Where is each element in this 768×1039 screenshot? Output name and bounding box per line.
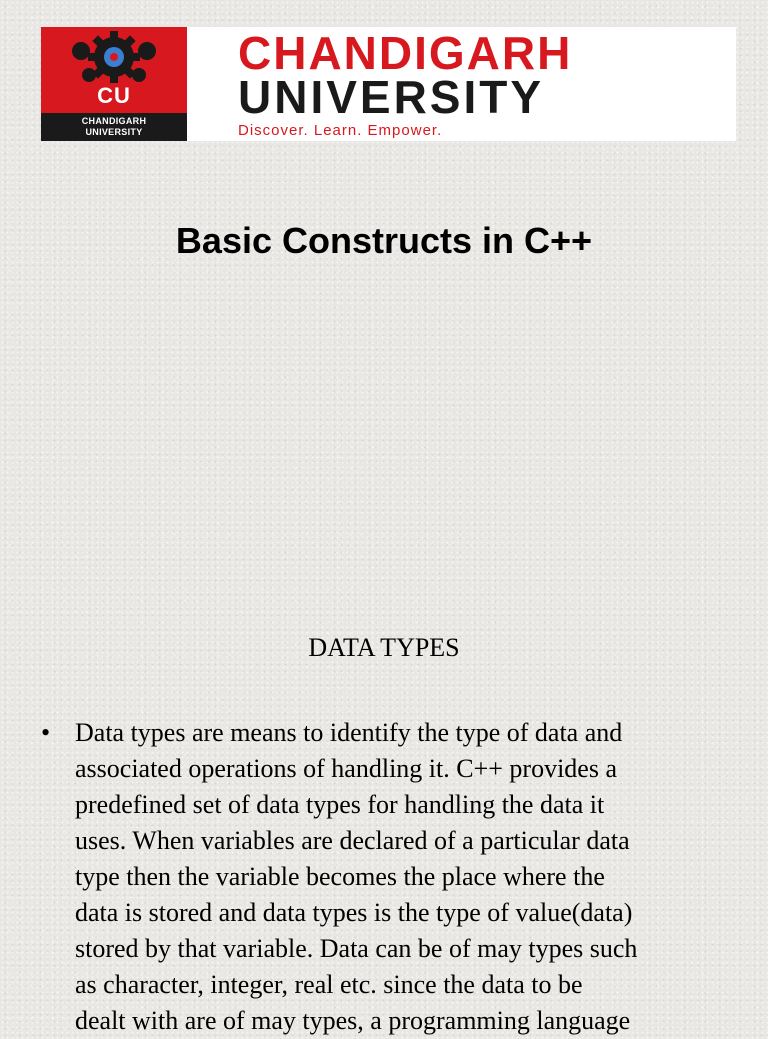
- bullet-line: Data types are means to identify the type of data and: [75, 718, 623, 747]
- bullet-line: uses. When variables are declared of a particular data: [75, 826, 630, 855]
- bullet-dot: •: [41, 718, 51, 747]
- bullet-line: associated operations of handling it. C++ provides a: [75, 754, 617, 783]
- university-tagline: Discover. Learn. Empower.: [238, 122, 443, 139]
- university-title-line2: UNIVERSITY: [238, 71, 545, 123]
- bullet-line: dealt with are of may types, a programming language: [75, 1006, 631, 1035]
- section-title: DATA TYPES: [308, 633, 460, 662]
- logo-name-line1: CHANDIGARH: [81, 116, 147, 126]
- university-logo: [41, 27, 187, 141]
- logo-cu-text: CU: [97, 83, 131, 108]
- bullet-line: as character, integer, real etc. since the data to be: [75, 970, 583, 999]
- university-title-line1: CHANDIGARH: [238, 27, 573, 79]
- bullet-paragraph: [75, 715, 741, 1039]
- bullet-line: type then the variable becomes the place where the: [75, 862, 605, 891]
- list-item: [41, 715, 741, 1039]
- gear-emblem-icon: [59, 31, 169, 87]
- bullet-line: stored by that variable. Data can be of may types such: [75, 934, 638, 963]
- logo-name-line2: UNIVERSITY: [85, 127, 143, 137]
- bullet-list: [41, 715, 741, 1039]
- university-banner: [41, 27, 736, 141]
- slide-title: Basic Constructs in C++: [175, 220, 593, 261]
- bullet-line: data is stored and data types is the type of value(data): [75, 898, 633, 927]
- bullet-line: predefined set of data types for handling the data it: [75, 790, 605, 819]
